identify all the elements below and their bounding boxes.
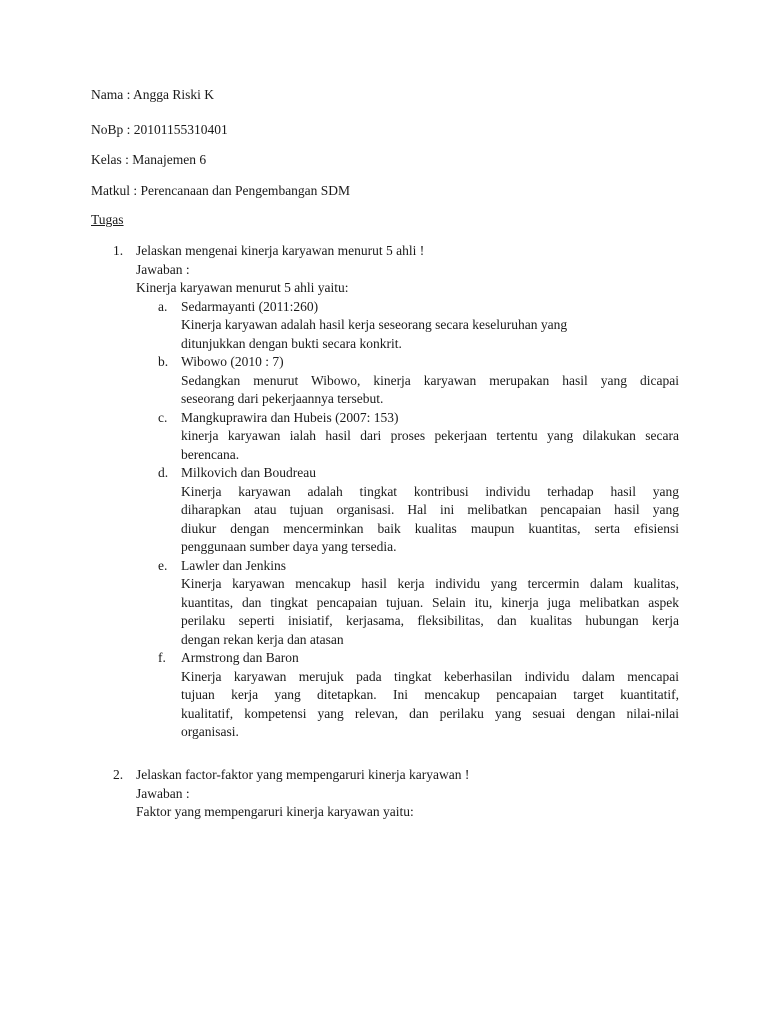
expert-item-e	[158, 557, 679, 650]
item-letter: e.	[158, 557, 168, 573]
answer-label: Jawaban :	[136, 785, 190, 801]
expert-item-c	[158, 409, 679, 465]
question-text: Jelaskan factor-faktor yang mempengaruri kinerja karyawan !	[136, 767, 470, 782]
expert-item-d	[158, 464, 679, 557]
student-name: Nama : Angga Riski K	[91, 87, 214, 102]
item-letter: a.	[158, 298, 168, 314]
item-letter: b.	[158, 354, 169, 369]
expert-desc-line: diukur dengan mencerminkan baik kualitas maupun kuantitas, serta efisiensi	[181, 520, 679, 536]
item-letter: c.	[158, 409, 168, 425]
expert-item-a	[158, 298, 679, 354]
expert-desc-line: penggunaan sumber daya yang tersedia.	[181, 539, 397, 554]
question-body	[136, 766, 679, 822]
expert-desc-line: tujuan kerja yang ditetapkan. Ini mencakup pencapaian target kuantitatif,	[181, 687, 679, 702]
expert-title: Armstrong dan Baron	[181, 650, 299, 665]
item-letter: d.	[158, 465, 169, 480]
expert-desc-line: seseorang dari pekerjaannya tersebut.	[181, 391, 384, 406]
answer-label: Jawaban :	[136, 261, 190, 277]
expert-desc-line: Kinerja karyawan adalah tingkat kontribusi individu terhadap hasil yang	[181, 483, 679, 499]
assignment-heading: Tugas	[91, 212, 124, 227]
expert-item-b	[158, 353, 679, 409]
expert-title: Wibowo (2010 : 7)	[181, 354, 284, 369]
expert-desc-line: kuantitas, dan tingkat pencapaian tujuan. Selain itu, kinerja juga melibatkan aspek	[181, 594, 679, 610]
expert-item-f	[158, 649, 679, 742]
expert-desc-line: perilaku seperti inisiatif, kerjasama, fleksibilitas, dan kualitas hubungan kerja	[181, 613, 679, 628]
expert-desc-line: kualitatif, kompetensi yang relevan, dan perilaku yang sesuai dengan nilai-nilai	[181, 705, 679, 721]
question-2	[113, 766, 679, 822]
question-body	[136, 242, 679, 742]
expert-desc-line: Kinerja karyawan mencakup hasil kerja individu yang tercermin dalam kualitas,	[181, 576, 679, 591]
expert-title: Lawler dan Jenkins	[181, 557, 286, 573]
expert-desc-line: Kinerja karyawan merujuk pada tingkat keberhasilan individu dalam mencapai	[181, 668, 679, 684]
question-number: 2.	[113, 767, 124, 782]
question-1	[113, 242, 679, 742]
answer-intro: Faktor yang mempengaruri kinerja karyawan yaitu:	[136, 804, 414, 819]
course-name: Matkul : Perencanaan dan Pengembangan SDM	[91, 183, 351, 198]
expert-desc-line: diharapkan atau tujuan organisasi. Hal ini melibatkan pencapaian hasil yang	[181, 502, 679, 517]
expert-desc-line: berencana.	[181, 446, 240, 462]
expert-title: Mangkuprawira dan Hubeis (2007: 153)	[181, 409, 399, 425]
expert-desc-line: ditunjukkan dengan bukti secara konkrit.	[181, 335, 402, 351]
expert-desc-line: Sedangkan menurut Wibowo, kinerja karyawan merupakan hasil yang dicapai	[181, 372, 679, 388]
answer-intro: Kinerja karyawan menurut 5 ahli yaitu:	[136, 280, 349, 295]
item-letter: f.	[158, 650, 166, 665]
expert-title: Sedarmayanti (2011:260)	[181, 298, 319, 314]
question-number: 1.	[113, 243, 124, 258]
expert-desc-line: Kinerja karyawan adalah hasil kerja seseorang secara keseluruhan yang	[181, 317, 568, 332]
student-nobp: NoBp : 20101155310401	[91, 122, 228, 137]
expert-desc-line: dengan rekan kerja dan atasan	[181, 631, 344, 647]
expert-desc-line: kinerja karyawan ialah hasil dari proses pekerjaan tertentu yang dilakukan secara	[181, 428, 679, 443]
expert-desc-line: organisasi.	[181, 724, 239, 739]
expert-title: Milkovich dan Boudreau	[181, 465, 316, 480]
question-text: Jelaskan mengenai kinerja karyawan menurut 5 ahli !	[136, 243, 425, 258]
student-class: Kelas : Manajemen 6	[91, 152, 207, 167]
